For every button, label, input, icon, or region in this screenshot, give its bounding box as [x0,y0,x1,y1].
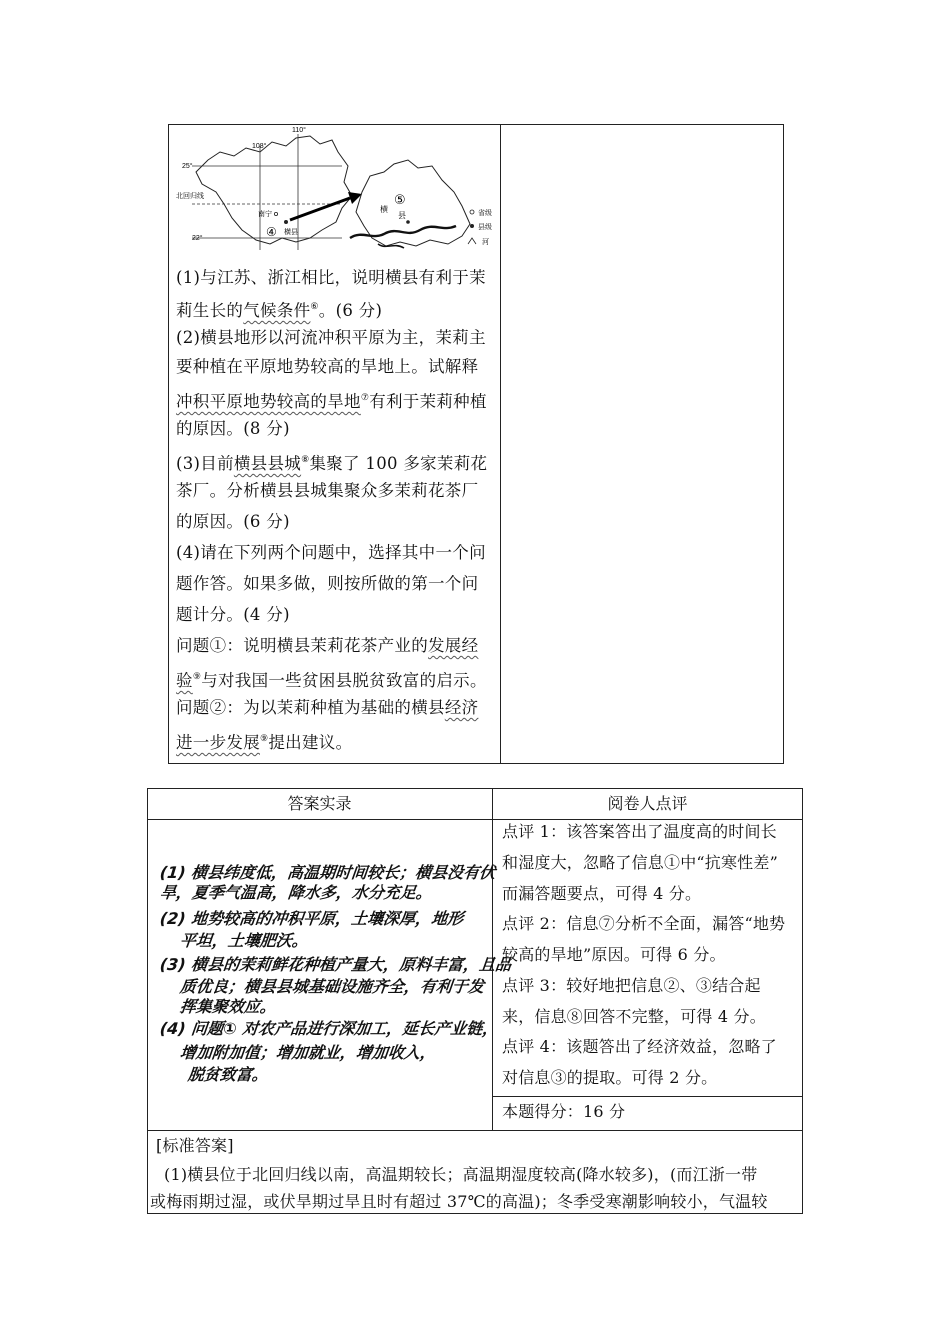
question-text-segment: 题计分。(4 分) [176,605,290,624]
handwriting-line: 增加附加值；增加就业，增加收入， [178,1043,437,1062]
lon-108-label: 108° [252,143,267,150]
comment-line: 和湿度大，忽略了信息①中“抗寒性差” [502,853,778,872]
info-marker: ⑨ [192,672,202,682]
question-line [176,450,487,474]
legend-county-icon [470,224,474,228]
legend-river-label: 河 [482,239,489,246]
hengxian-label: 横县 [284,229,298,236]
question-line [176,268,486,288]
question-text-segment: 题作答。如果多做，则按所做的第一个问 [176,574,479,593]
handwriting-line: (1) 横县纬度低，高温期时间较长；横县没有伏 [158,863,497,882]
info-marker: ⑦ [360,393,370,403]
legend-county-label: 县级 [478,224,492,231]
question-text-segment: 的原因。(6 分) [176,512,290,531]
question-text-segment: 集聚了 100 多家茉莉花 [309,454,488,473]
answer-table-header-rule [147,819,803,820]
score-text: 本题得分：16 分 [502,1102,626,1121]
comment-line: 点评 1：该答案答出了温度高的时间长 [502,822,777,841]
comment-line: 来，信息⑧回答不完整，可得 4 分。 [502,1007,766,1026]
question-text-segment: 茶厂。分析横县县城集聚众多茉莉花茶厂 [176,481,479,500]
question-text-segment: 。(6 分) [318,301,383,320]
question-table-divider [500,124,501,764]
nanning-dot [274,212,277,215]
question-line [176,297,382,321]
info-marker: ⑧ [301,455,310,465]
question-line [176,543,486,563]
question-text-segment: (2)横县地形以河流冲积平原为主，茉莉主 [176,328,486,347]
nanning-label: 南宁 [258,211,272,218]
key-info-underline: 气候条件 [243,301,311,320]
lat-22-label: 22° [192,235,203,242]
col-header-comment: 阅卷人点评 [607,794,688,813]
info-marker: ⑥ [310,302,319,312]
key-info-underline: 验 [176,671,193,690]
comment-line: 点评 4：该题答出了经济效益，忽略了 [502,1037,777,1056]
handwriting-line: 挥集聚效应。 [178,997,277,1016]
question-line [176,419,290,439]
question-text-segment: (3)目前 [176,454,234,473]
legend-capital-icon [470,210,474,214]
xian-label: 县 [398,211,406,220]
question-line [176,357,478,377]
question-line [176,698,478,718]
heng-label: 横 [380,205,388,214]
standard-answer-line: 或梅雨期过湿，或伏旱期过旱且时有超过 37℃的高温)；冬季受寒潮影响较小，气温较 [150,1192,768,1211]
question-line [176,512,290,532]
handwriting-line: 旱，夏季气温高，降水多，水分充足。 [158,883,433,902]
comment-line: 而漏答题要点，可得 4 分。 [502,884,702,903]
legend-river-icon [468,238,476,244]
question-line [176,388,487,412]
comment-line: 较高的旱地”原因。可得 6 分。 [502,945,726,964]
question-text-segment: (4)请在下列两个问题中，选择其中一个问 [176,543,486,562]
handwriting-line: 平坦，土壤肥沃。 [178,931,309,950]
handwriting-line: (2) 地势较高的冲积平原，土壤深厚，地形 [158,909,465,928]
key-info-underline: 冲积平原地势较高的旱地 [176,392,361,411]
question-text-segment: 莉生长的 [176,301,244,320]
question-line [176,729,352,753]
question-line [176,328,486,348]
question-text-segment: 有利于茉莉种植 [369,392,487,411]
handwriting-line: (4) 问题① 对农产品进行深加工，延长产业链， [158,1019,500,1038]
comment-line: 点评 2：信息⑦分析不全面，漏答“地势 [502,914,786,933]
col-header-answer: 答案实录 [287,794,352,813]
legend-capital-label: 省级 [478,210,492,217]
question-text-segment: 要种植在平原地势较高的旱地上。试解释 [176,357,479,376]
lat-25-label: 25° [182,163,193,170]
tropic-label: 北回归线 [176,193,204,200]
marker-4: ④ [266,225,277,239]
question-line [176,667,487,691]
comment-line: 点评 3：较好地把信息②、③结合起 [502,976,761,995]
standard-answer-rule [147,1130,803,1131]
standard-answer-title: [标准答案] [156,1136,234,1155]
info-marker: ⑨ [260,734,269,744]
question-line [176,636,478,656]
question-line [176,481,478,501]
key-info-underline: 进一步发展 [176,733,260,752]
county-seat-dot [406,220,410,224]
question-text-segment: 与对我国一些贫困县脱贫致富的启示。 [201,671,487,690]
question-text-segment: 提出建议。 [268,733,353,752]
question-text-segment: 问题①：说明横县茉莉花茶产业的 [176,636,428,655]
question-text-segment: 的原因。(8 分) [176,419,290,438]
zoom-arrow [290,198,350,220]
key-info-underline: 横县县城 [233,454,302,473]
question-text-segment: 问题②：为以茉莉种植为基础的横县 [176,698,445,717]
marker-5: ⑤ [394,193,406,208]
handwriting-line: 脱贫致富。 [186,1065,269,1084]
key-info-underline: 发展经 [428,636,479,655]
hengxian-location-map [172,126,500,266]
key-info-underline: 经济 [444,698,479,717]
hengxian-dot [284,220,288,224]
handwriting-line: (3) 横县的茉莉鲜花种植产量大，原料丰富，且品 [158,955,513,974]
river-main [350,226,456,238]
question-line [176,574,478,594]
lon-110-label: 110° [292,127,306,134]
score-row-rule [492,1096,803,1097]
question-line [176,605,290,625]
handwriting-line: 质优良；横县县城基础设施齐全，有利于发 [178,977,485,996]
comment-line: 对信息③的提取。可得 2 分。 [502,1068,718,1087]
standard-answer-line: (1)横县位于北回归线以南，高温期较长；高温期湿度较高(降水较多)，(而江浙一带 [164,1165,758,1184]
question-text-segment: (1)与江苏、浙江相比，说明横县有利于茉 [176,268,486,287]
